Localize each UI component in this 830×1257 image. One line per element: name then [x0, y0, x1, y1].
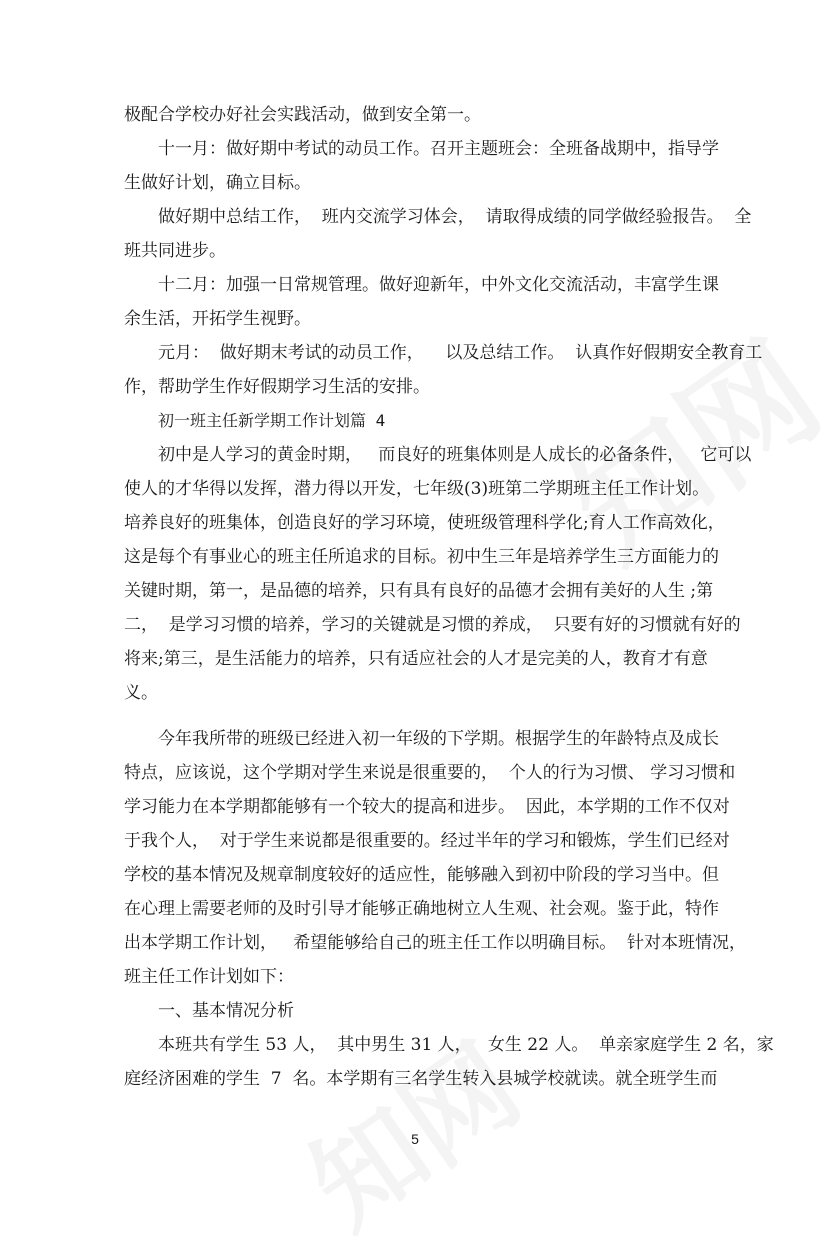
text-line: 十一月：做好期中考试的动员工作。召开主题班会：全班备战期中，指导学: [158, 139, 719, 159]
text-line: 本班共有学生 53 人， 其中男生 31 人， 女生 22 人。 单亲家庭学生 2 名，家: [158, 1035, 774, 1055]
text-line: 十二月：加强一日常规管理。做好迎新年，中外文化交流活动，丰富学生课: [158, 275, 719, 295]
text-line: 在心理上需要老师的及时引导才能够正确地树立人生观、社会观。鉴于此，特作: [124, 899, 719, 919]
text-line: 学习能力在本学期都能够有一个较大的提高和进步。 因此，本学期的工作不仅对: [124, 797, 730, 817]
text-line: 作，帮助学生作好假期学习生活的安排。: [124, 377, 430, 397]
subsection-heading: 一、基本情况分析: [158, 1001, 294, 1021]
text-line: 余生活，开拓学生视野。: [124, 309, 311, 329]
text-line: 初中是人学习的黄金时期， 而良好的班集体则是人成长的必备条件， 它可以: [158, 445, 752, 465]
text-line: 二， 是学习习惯的培养，学习的关键就是习惯的养成， 只要有好的习惯就有好的: [124, 615, 741, 635]
text-line: 学校的基本情况及规章制度较好的适应性，能够融入到初中阶段的学习当中。但: [124, 865, 719, 885]
text-line: 培养良好的班集体，创造良好的学习环境，使班级管理科学化;育人工作高效化，: [124, 513, 725, 533]
text-line: 将来;第三，是生活能力的培养，只有适应社会的人才是完美的人，教育才有意: [124, 649, 708, 669]
text-line: 出本学期工作计划， 希望能够给自己的班主任工作以明确目标。 针对本班情况，: [124, 933, 747, 953]
text-line: 义。: [124, 683, 158, 703]
text-line: 特点，应该说，这个学期对学生来说是很重要的， 个人的行为习惯、 学习习惯和: [124, 763, 736, 783]
section-heading: 初一班主任新学期工作计划篇 4: [158, 411, 386, 430]
text-line: 于我个人， 对于学生来说都是很重要的。经过半年的学习和锻炼，学生们已经对: [124, 831, 730, 851]
page-number: 5: [411, 1131, 419, 1147]
text-line: 班主任工作计划如下：: [124, 967, 294, 987]
text-line: 关键时期，第一，是品德的培养，只有具有良好的品德才会拥有美好的人生 ;第: [124, 581, 714, 601]
text-line: 今年我所带的班级已经进入初一年级的下学期。根据学生的年龄特点及成长: [158, 729, 719, 749]
text-line: 生做好计划，确立目标。: [124, 173, 311, 193]
text-line: 班共同进步。: [124, 241, 226, 261]
text-line: 使人的才华得以发挥，潜力得以开发，七年级(3)班第二学期班主任工作计划。: [124, 479, 710, 499]
text-line: 极配合学校办好社会实践活动，做到安全第一。: [124, 105, 481, 125]
text-line: 元月： 做好期末考试的动员工作， 以及总结工作。 认真作好假期安全教育工: [158, 343, 763, 363]
text-line: 做好期中总结工作， 班内交流学习体会， 请取得成绩的同学做经验报告。 全: [158, 207, 752, 227]
text-line: 这是每个有事业心的班主任所追求的目标。初中生三年是培养学生三方面能力的: [124, 547, 719, 567]
text-line: 庭经济困难的学生 7 名。本学期有三名学生转入县城学校就读。就全班学生而: [124, 1069, 718, 1089]
